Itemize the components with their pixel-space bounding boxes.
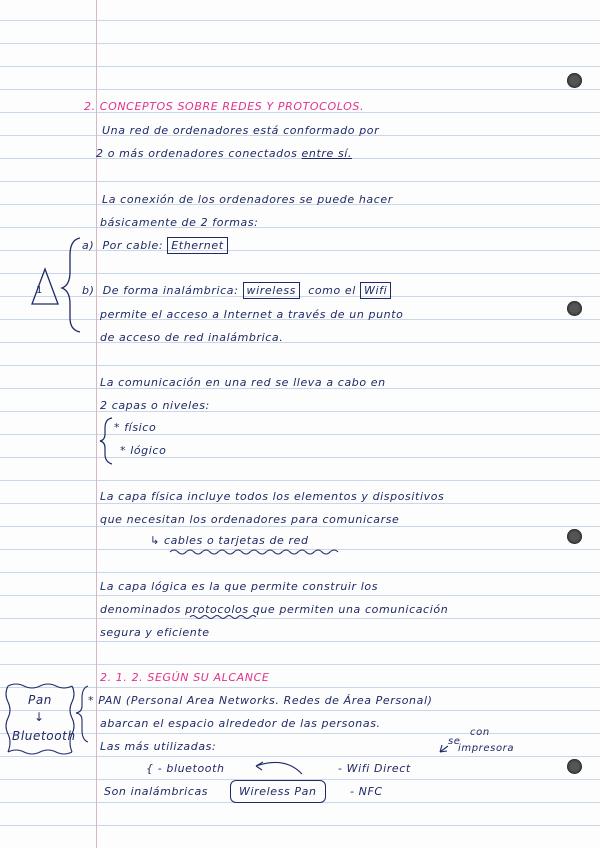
list-item-b: b) De forma inalámbrica: wireless como el Wifi — [82, 284, 391, 297]
arrow-line: ↳ cables o tarjetas de red — [150, 534, 309, 547]
boxed-word: wireless — [243, 282, 300, 299]
text-line: Son inalámbricas — [104, 785, 209, 798]
text-line: básicamente de 2 formas: — [100, 216, 259, 229]
text-line: La comunicación en una red se lleva a cabo en — [100, 376, 386, 389]
text-line: abarcan el espacio alrededor de las personas. — [100, 717, 381, 730]
side-note-pan: Pan — [28, 693, 52, 707]
text-line: 2 o más ordenadores conectados entre sí. — [96, 147, 353, 160]
text-line: La capa lógica es la que permite construir los — [100, 580, 379, 593]
boxed-word: Wifi — [360, 282, 391, 299]
section1-heading: 2. CONCEPTOS SOBRE REDES Y PROTOCOLOS. — [84, 100, 365, 113]
text-line: Una red de ordenadores está conformado por — [102, 124, 380, 137]
text-line: La capa física incluye todos los elementos y dispositivos — [100, 490, 445, 503]
side-note-bluetooth: Bluetooth — [12, 729, 76, 743]
list-bluetooth: { - bluetooth — [146, 762, 225, 775]
wireless-pan-box: Wireless Pan — [230, 780, 326, 803]
margin-note: con — [470, 727, 490, 738]
level-item: * lógico — [120, 444, 167, 457]
text-line: de acceso de red inalámbrica. — [100, 331, 284, 344]
text-line: segura y eficiente — [100, 626, 210, 639]
text-line: Las más utilizadas: — [100, 740, 217, 753]
levels-brace — [100, 418, 112, 464]
left-brace — [62, 238, 80, 332]
list-wifi-direct: - Wifi Direct — [338, 762, 411, 775]
pan-brace — [76, 686, 88, 742]
text-line: 2 capas o niveles: — [100, 399, 210, 412]
list-item-a: a) Por cable: Ethernet — [82, 239, 228, 252]
level-item: * físico — [114, 421, 157, 434]
text-line: permite el acceso a Internet a través de un punto — [100, 308, 404, 321]
down-arrow: ↓ — [34, 710, 45, 724]
margin-note: impresora — [458, 743, 515, 754]
curved-arrow — [256, 762, 302, 774]
triangle-number: 1 — [36, 285, 43, 296]
wavy-underline-cables — [170, 550, 338, 554]
margin-note: se — [448, 736, 461, 747]
text-line: La conexión de los ordenadores se puede hacer — [102, 193, 393, 206]
list-nfc: - NFC — [350, 785, 383, 798]
note-arrow — [440, 745, 448, 752]
text-line: denominados protocolos que permiten una comunicación — [100, 603, 449, 616]
boxed-word: Ethernet — [167, 237, 227, 254]
text-line: que necesitan los ordenadores para comunicarse — [100, 513, 400, 526]
section2-heading: 2. 1. 2. SEGÚN SU ALCANCE — [100, 671, 270, 684]
text-line: * PAN (Personal Area Networks. Redes de Área Personal) — [88, 694, 433, 707]
